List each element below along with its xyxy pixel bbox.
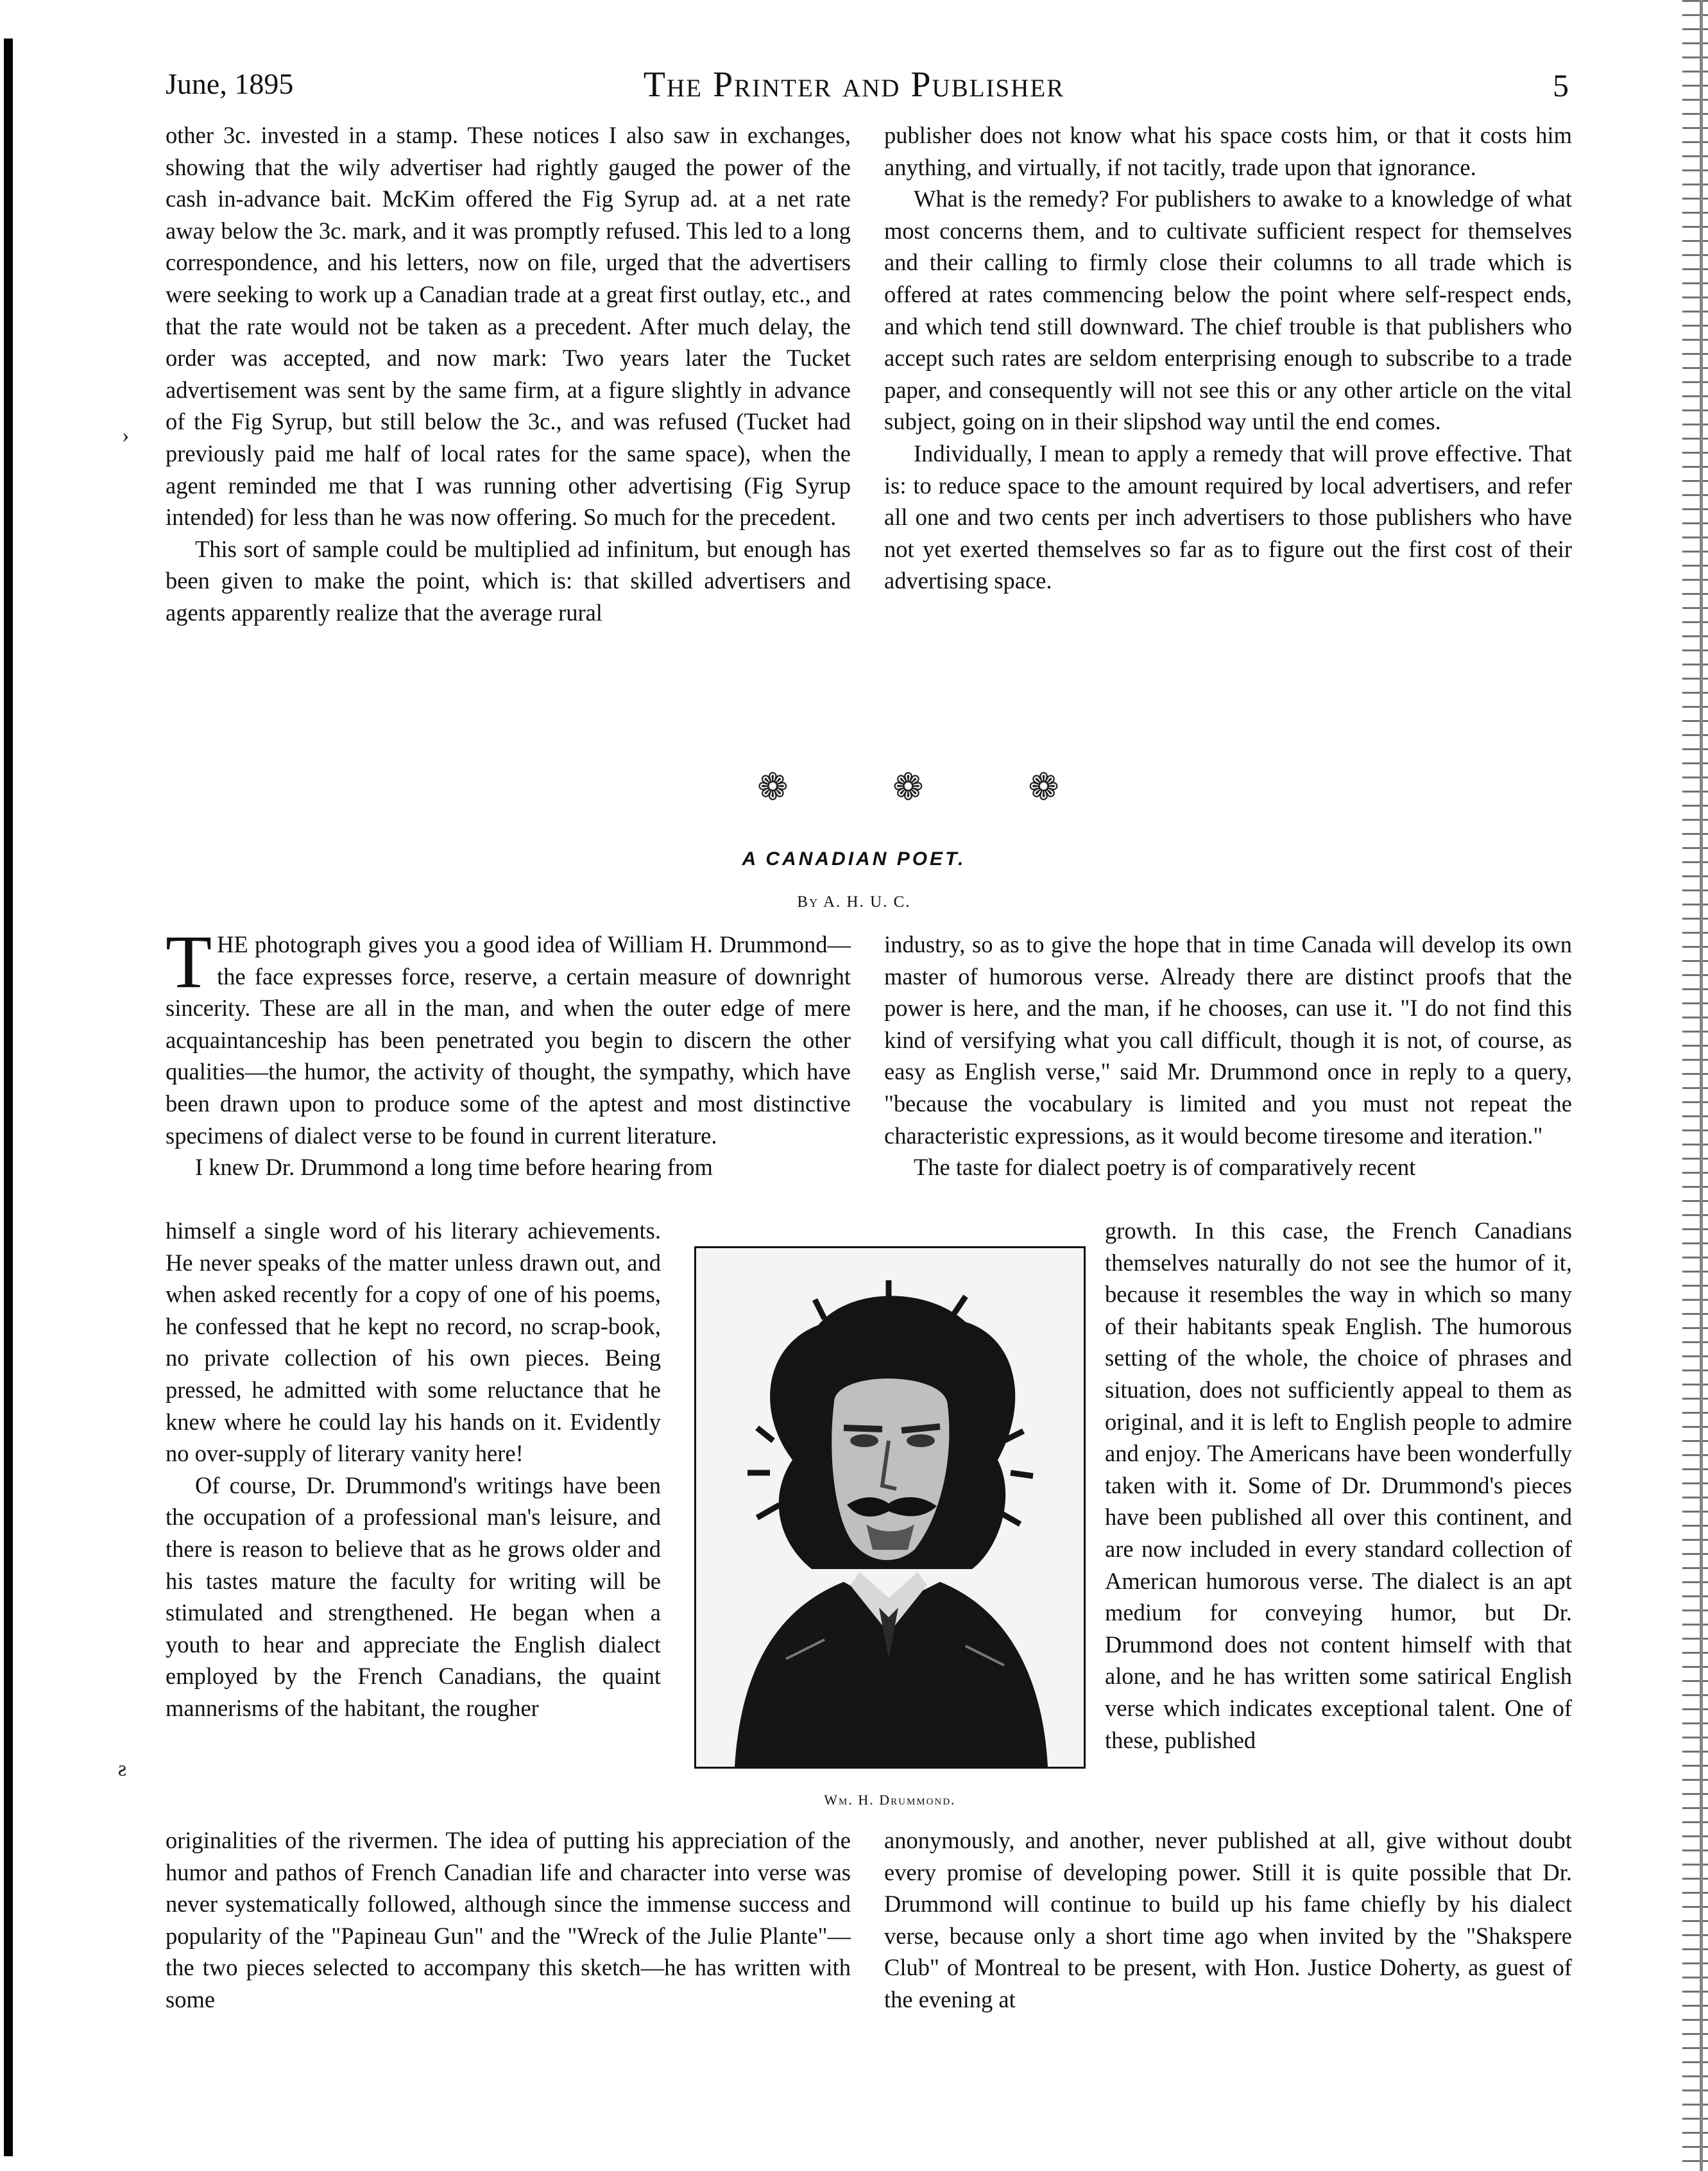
portrait-engraving bbox=[696, 1248, 1084, 1767]
section-ornaments: ❁ ❁ ❁ bbox=[757, 766, 1107, 808]
margin-speckle bbox=[1682, 0, 1708, 2171]
paragraph-start: I knew Dr. Drummond a long time before hearing from bbox=[195, 1154, 713, 1181]
paragraph: This sort of sample could be multiplied ad infinitum, but enough has been given to make the point, which is: that skilled advertisers and agents apparently realize that the average rural bbox=[166, 535, 851, 626]
stray-mark: ƨ bbox=[118, 1757, 127, 1781]
paragraph: originalities of the rivermen. The idea of putting his appreciation of the humor and pathos of French Canadian life and character into verse was never systematically followed, although since the immense success and popularity of the "Papineau Gun" and the "Wreck of the Julie Plante"—the two pieces selected to accompany this sketch—he has written with some bbox=[166, 1827, 851, 2012]
header-title: The Printer and Publisher bbox=[643, 65, 1065, 105]
photo-caption: Wm. H. Drummond. bbox=[824, 1792, 956, 1808]
article-title: A CANADIAN POET. bbox=[742, 848, 966, 870]
paragraph: Of course, Dr. Drummond's writings have been the occupation of a professional man's leisure, and there is reason to believe that as he grows older and his tastes mature the faculty for writing will be stimulated and strengthened. He began when a youth to hear and appreciate the English dialect employed by the French Canadians, the quaint mannerisms of the habitant, the rougher bbox=[166, 1472, 661, 1721]
header-date: June, 1895 bbox=[166, 67, 294, 100]
top-left-column bbox=[166, 119, 851, 629]
paragraph: growth. In this case, the French Canadians themselves naturally do not see the humor of it, because it resembles the way in which so many of their habitants speak English. The humorous setting of the whole, the choice of phrases and situation, does not sufficiently appeal to them as original, and it is left to English people to admire and enjoy. The Americans have been wonderfully taken with it. Some of Dr. Drummond's pieces have been published all over this continent, and are now included in every standard collection of American humorous verse. The dialect is an apt medium for conveying humor, but Dr. Drummond does not content himself with that alone, and he has written some satirical English verse which indicates exceptional talent. One of these, published bbox=[1105, 1217, 1572, 1753]
drop-cap: T bbox=[166, 920, 212, 1004]
paragraph: himself a single word of his literary achievements. He never speaks of the matter unless drawn out, and when asked recently for a copy of one of his poems, he confessed that he kept no record, no scrap-book, no private collection of his own pieces. Being pressed, he admitted with some reluctance that he knew where he could lay his hands on it. Evidently no over-supply of literary vanity here! bbox=[166, 1217, 661, 1467]
article-left-top bbox=[166, 920, 851, 1183]
paragraph: What is the remedy? For publishers to awake to a knowledge of what most concerns them, and to cultivate sufficient respect for themselves and their calling to firmly close their columns to all trade which is offered at rates commencing below the point where self-respect ends, and which tend still downward. The chief trouble is that publishers who accept such rates are seldom enterprising enough to subscribe to a trade paper, and consequently will not see this or any other article on the vital subject, going on in their slipshod way until the end comes. bbox=[884, 185, 1572, 435]
article-left-narrow bbox=[166, 1215, 661, 1724]
article-right-top bbox=[884, 929, 1572, 1183]
article-right-narrow bbox=[1105, 1215, 1572, 1756]
paragraph: anonymously, and another, never published at all, give without doubt every promise of developing power. Still it is quite possible that Dr. Drummond will continue to build up his fame chiefly by his dialect verse, because only a short time ago when invited by the "Shakspere Club" of Montreal to be present, with Hon. Justice Doherty, as guest of the evening at bbox=[884, 1827, 1572, 2012]
paragraph: publisher does not know what his space costs him, or that it costs him anything, and virtually, if not tacitly, trade upon that ignorance. bbox=[884, 122, 1572, 180]
page-number: 5 bbox=[1553, 67, 1569, 103]
paragraph-start: The taste for dialect poetry is of comparatively recent bbox=[914, 1154, 1416, 1181]
paragraph: Individually, I mean to apply a remedy that will prove effective. That is: to reduce space to the amount required by local advertisers, and refer all one and two cents per inch advertisers to those publishers who have not yet exerted themselves so far as to figure out the first cost of their advertising space. bbox=[884, 440, 1572, 594]
portrait-photo bbox=[694, 1246, 1086, 1769]
paragraph: other 3c. invested in a stamp. These notices I also saw in exchanges, showing that the wily advertiser had rightly gauged the power of the cash in-advance bait. McKim offered the Fig Syrup ad. at a net rate away below the 3c. mark, and it was promptly refused. This led to a long correspondence, and his letters, now on file, urged that the advertisers were seeking to work up a Canadian trade at a great first outlay, etc., and that the rate would not be taken as a precedent. After much delay, the order was accepted, and now mark: Two years later the Tucket advertisement was sent by the same firm, at a figure slightly in advance of the Fig Syrup, but still below the 3c., and was refused (Tucket had previously paid me half of local rates for the same space), when the agent reminded me that I was running other advertising (Fig Syrup intended) for less than he was now offering. So much for the precedent. bbox=[166, 122, 851, 531]
stray-mark: › bbox=[122, 424, 130, 447]
article-right-bottom bbox=[884, 1824, 1572, 2016]
binding-shadow bbox=[4, 39, 13, 2156]
paragraph: HE photograph gives you a good idea of William H. Drummond—the face expresses force, reserve, a certain measure of downright sincerity. These are all in the man, and when the outer edge of mere acquaintanceship has been penetrated you begin to discern the other qualities—the humor, the activity of thought, the sympathy, which have been drawn upon to produce some of the aptest and most distinctive specimens of dialect verse to be found in current literature. bbox=[166, 931, 851, 1149]
article-left-bottom bbox=[166, 1824, 851, 2016]
article-byline: By A. H. U. C. bbox=[797, 893, 911, 911]
top-right-column bbox=[884, 119, 1572, 597]
paragraph: industry, so as to give the hope that in time Canada will develop its own master of humorous verse. Already there are distinct proofs that the power is here, and the man, if he chooses, can use it. "I do not find this kind of versifying what you call difficult, though it is not, of course, as easy as English verse," said Mr. Drummond once in reply to a query, "because the vocabulary is limited and you must not repeat the characteristic expressions, as it would become tiresome and iteration." bbox=[884, 931, 1572, 1149]
